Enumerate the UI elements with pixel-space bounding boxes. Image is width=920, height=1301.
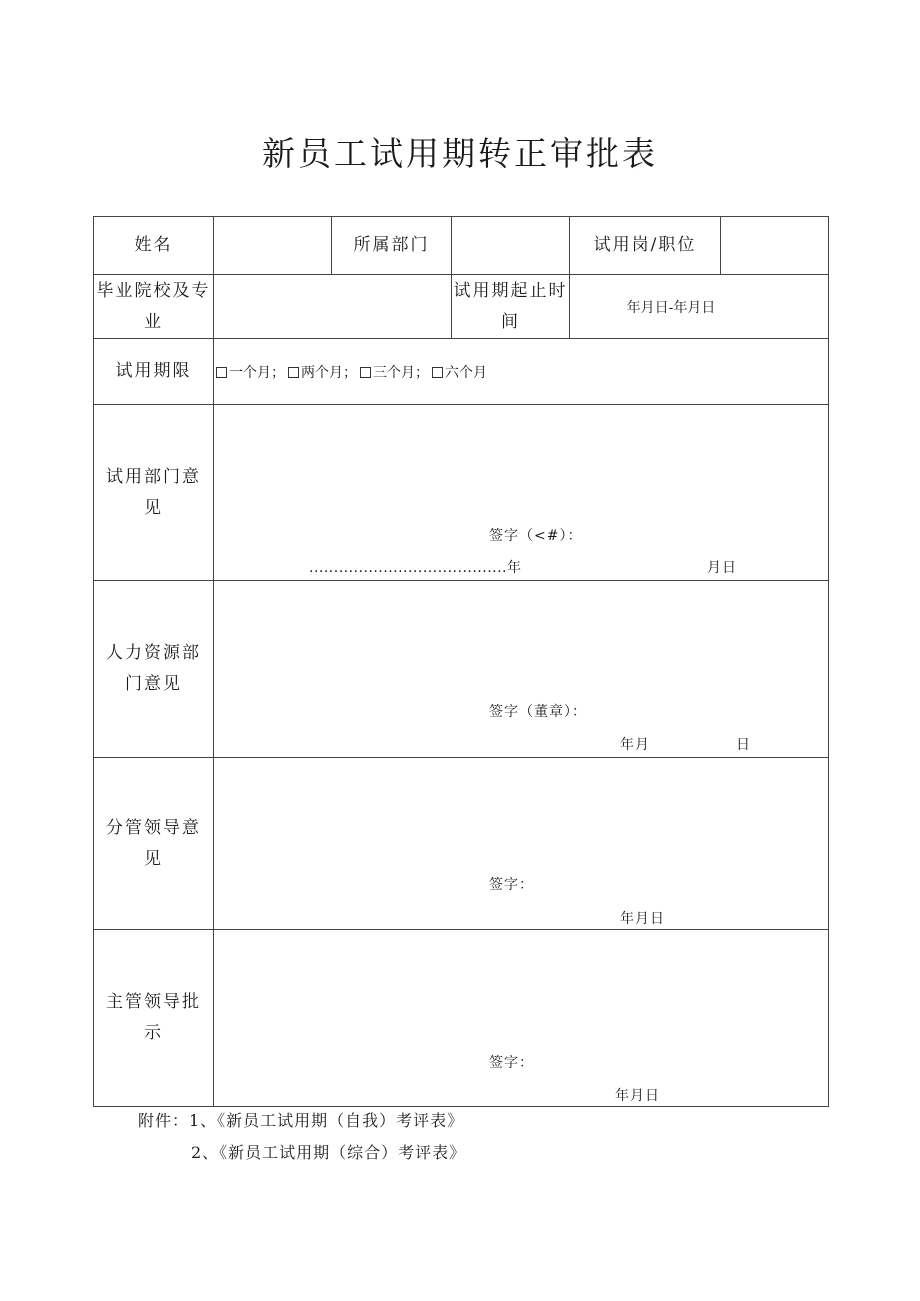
dept-opinion-area[interactable] — [214, 405, 829, 581]
input-school[interactable] — [214, 275, 452, 339]
label-period-range: 试用期起止时间 — [452, 275, 570, 339]
dept-date: 月日 — [707, 560, 737, 576]
chief-date: 年月日 — [615, 1088, 660, 1104]
row-period-limit — [94, 339, 829, 405]
label-deputy-opinion: 分管领导意见 — [94, 758, 214, 930]
dept-date-prefix: ........................................年 — [309, 560, 522, 576]
dept-signature-label: 签字（<#）： — [489, 528, 583, 544]
attachment-line-2: 2、《新员工试用期（综合）考评表》 — [191, 1143, 467, 1162]
checkbox-icon — [216, 367, 227, 378]
option-three-months[interactable]: 三个月； — [360, 365, 429, 381]
checkbox-icon — [288, 367, 299, 378]
option-six-months[interactable]: 六个月 — [432, 365, 487, 381]
row-dept-opinion — [94, 405, 829, 581]
label-chief-approval: 主管领导批示 — [94, 930, 214, 1107]
label-department: 所属部门 — [332, 217, 452, 275]
period-options — [214, 339, 829, 405]
hr-date: 年月 — [620, 737, 650, 753]
input-department[interactable] — [452, 217, 570, 275]
row-chief-approval — [94, 930, 829, 1107]
attachment-line-1: 附件：1、《新员工试用期（自我）考评表》 — [138, 1111, 465, 1130]
row-basic-info — [94, 217, 829, 275]
option-two-months[interactable]: 两个月； — [288, 365, 357, 381]
label-school: 毕业院校及专业 — [94, 275, 214, 339]
hr-signature-label: 签字（董章）： — [489, 704, 587, 720]
row-education — [94, 275, 829, 339]
label-name: 姓名 — [94, 217, 214, 275]
chief-approval-area[interactable] — [214, 930, 829, 1107]
option-one-month[interactable]: 一个月； — [216, 365, 285, 381]
label-hr-opinion: 人力资源部门意见 — [94, 581, 214, 758]
label-period-limit: 试用期限 — [94, 339, 214, 405]
page-title: 新员工试用期转正审批表 — [262, 134, 658, 173]
deputy-opinion-area[interactable] — [214, 758, 829, 930]
input-name[interactable] — [214, 217, 332, 275]
deputy-date: 年月日 — [620, 911, 665, 927]
deputy-signature-label: 签字： — [489, 877, 534, 893]
label-position: 试用岗/职位 — [570, 217, 721, 275]
hr-date-suffix: 日 — [736, 737, 751, 753]
hr-opinion-area[interactable] — [214, 581, 829, 758]
row-deputy-opinion — [94, 758, 829, 930]
label-dept-opinion: 试用部门意见 — [94, 405, 214, 581]
input-position[interactable] — [721, 217, 829, 275]
checkbox-icon — [360, 367, 371, 378]
checkbox-icon — [432, 367, 443, 378]
period-range-value[interactable]: 年月日-年月日 — [570, 275, 829, 339]
chief-signature-label: 签字： — [489, 1055, 534, 1071]
approval-form-table — [93, 216, 829, 1107]
row-hr-opinion — [94, 581, 829, 758]
